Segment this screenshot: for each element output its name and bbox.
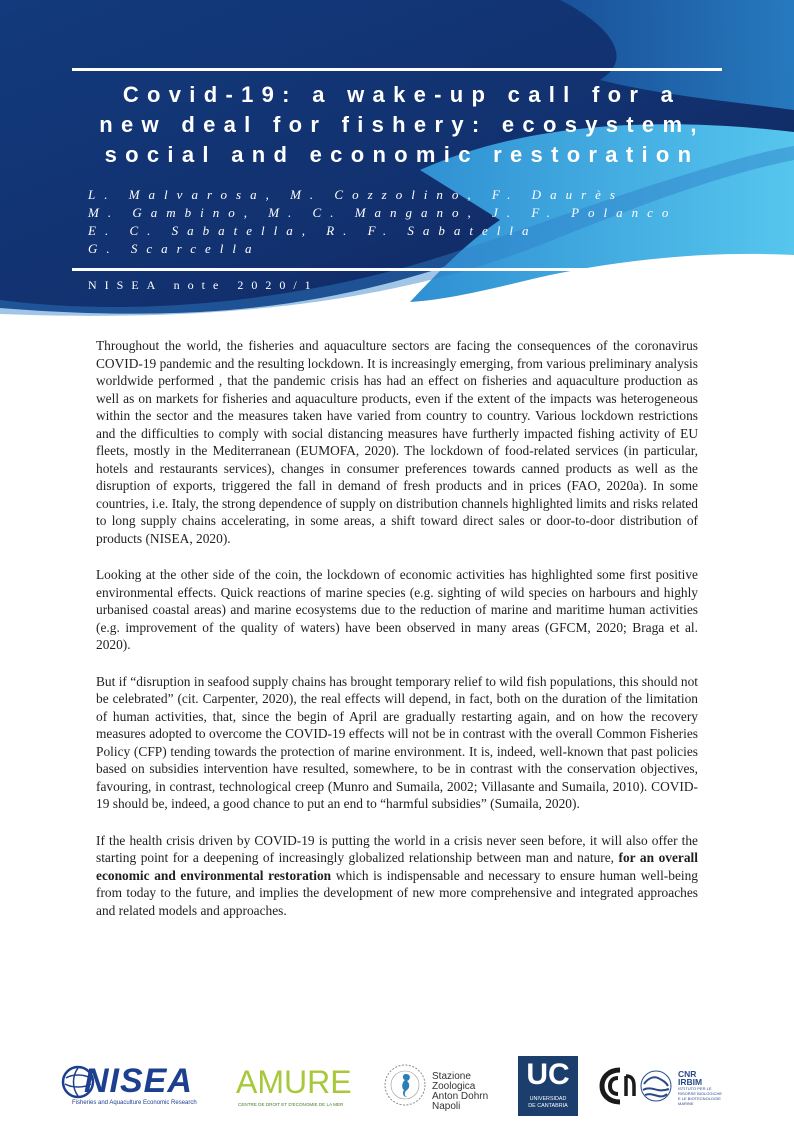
amure-subtitle: CENTRE DE DROIT ET D'ECONOMIE DE LA MER xyxy=(238,1102,344,1107)
nisea-subtitle: Fisheries and Aquaculture Economic Research xyxy=(72,1100,197,1106)
nisea-logo xyxy=(64,1060,214,1110)
author-line: M. Gambino, M. C. Mangano, J. F. Polanco xyxy=(88,205,678,220)
document-title xyxy=(72,80,732,170)
paragraph-text: which is indispensable and necessary to ensure human well-being from today to the future, and implies the development of new more comprehensive and integrated approaches and related models and approaches. xyxy=(96,867,698,918)
author-line: L. Malvarosa, M. Cozzolino, F. Daurès xyxy=(88,187,624,202)
header-top-rule xyxy=(72,68,722,71)
author-line: E. C. Sabatella, R. F. Sabatella xyxy=(88,223,538,238)
author-list xyxy=(88,186,728,258)
cnr-emblem-icon xyxy=(596,1062,676,1110)
paragraph-text: If the health crisis driven by COVID-19 is putting the world in a crisis never seen before, it will also offer the starting point for a deepening of increasingly globalized relationship between man and nature, xyxy=(96,832,698,865)
author-line: G. Scarcella xyxy=(88,241,261,256)
seahorse-seal-icon xyxy=(382,1062,428,1108)
szn-name: Stazione Zoologica Anton Dohrn Napoli xyxy=(432,1071,489,1112)
cnr-logo xyxy=(596,1060,736,1112)
cnr-name: CNR IRBIM ISTITUTO PER LE RISORSE BIOLOGICHE E LE BIOTECNOLOGIE MARINE xyxy=(678,1069,723,1106)
amure-wordmark: AMURE xyxy=(236,1064,352,1100)
body-text xyxy=(96,337,698,938)
paragraph: But if “disruption in seafood supply chains has brought temporary relief to wild fish populations, this should not be celebrated” (cit. Carpenter, 2020), the real effects will depend, in fact, both on the duration of the limitation of human activities, that, since the begin of April are gradually restarting again, and on how the recovery measures adopted to overcome the COVID-19 effects will not be in contrast with the overall Common Fisheries Policy (CFP) tending towards the protection of marine environment. It is, indeed, well-known that past policies based on subsidies intervention have resulted, somewhere, to be in contrast with the conservation objectives, favouring, in contrast, technological creep (Munro and Sumaila, 2002; Villasante and Sumaila, 2010). COVID-19 should be, indeed, a good chance to put an end to “harmful subsidies” (Sumaila, 2020). xyxy=(96,673,698,811)
paragraph: Throughout the world, the fisheries and aquaculture sectors are facing the consequences of the coronavirus COVID-19 pandemic and the resulting lockdown. It is increasingly emerging, from various preliminary analysis worldwide performed , that the pandemic crisis has had an effect on fisheries and aquaculture production as well as on markets for fisheries and aquaculture products, even if the extent of the impacts was heterogeneous within the sector and the measures taken have varied from country to country. Various lockdown restrictions and the difficulties to comply with social distancing measures have furtherly impacted fishing activity of EU fleets, mostly in the Mediterranean (EUMOFA, 2020). The lockdown of food-related services (in particular, hotels and restaurants services), changes in consumer preferences towards canned products as well as the disruption of exports, triggered the fall in demand of fresh products and in prices (FAO, 2020a). In some countries, i.e. Italy, the strong dependence of supply on distribution channels highlighted limits and risks related to long supply chains accelerating, in some areas, a shift toward direct sales or door-to-door distribution of products (NISEA, 2020). xyxy=(96,338,698,546)
amure-logo xyxy=(236,1064,360,1110)
paragraph-emphasis: for an overall economic and environmental restoration xyxy=(96,850,698,883)
title-line: social and economic restoration xyxy=(104,142,700,167)
nisea-wordmark: NISEA xyxy=(84,1062,193,1100)
uc-subtitle: UNIVERSIDAD DE CANTABRIA xyxy=(528,1096,568,1109)
paragraph xyxy=(96,832,698,920)
title-line: Covid-19: a wake-up call for a xyxy=(122,82,682,107)
szn-logo xyxy=(382,1058,502,1114)
title-line: new deal for fishery: ecosystem, xyxy=(99,112,705,137)
header-bottom-rule xyxy=(72,268,722,271)
uc-wordmark: UC xyxy=(526,1058,570,1091)
paragraph: Looking at the other side of the coin, the lockdown of economic activities has highlighted some first positive environmental effects. Quick reactions of marine species (e.g. sighting of wild species on harbours and highly urbanised coastal areas) and marine ecosystems due to the reduction of marine and maritime human activities (e.g. improvement of the quality of waters) have been observed in many areas (GFCM, 2020; Braga et al. 2020). xyxy=(96,567,698,652)
partner-logos xyxy=(0,1050,794,1120)
note-label: NISEA note 2020/1 xyxy=(88,278,319,292)
uc-logo xyxy=(518,1056,578,1116)
